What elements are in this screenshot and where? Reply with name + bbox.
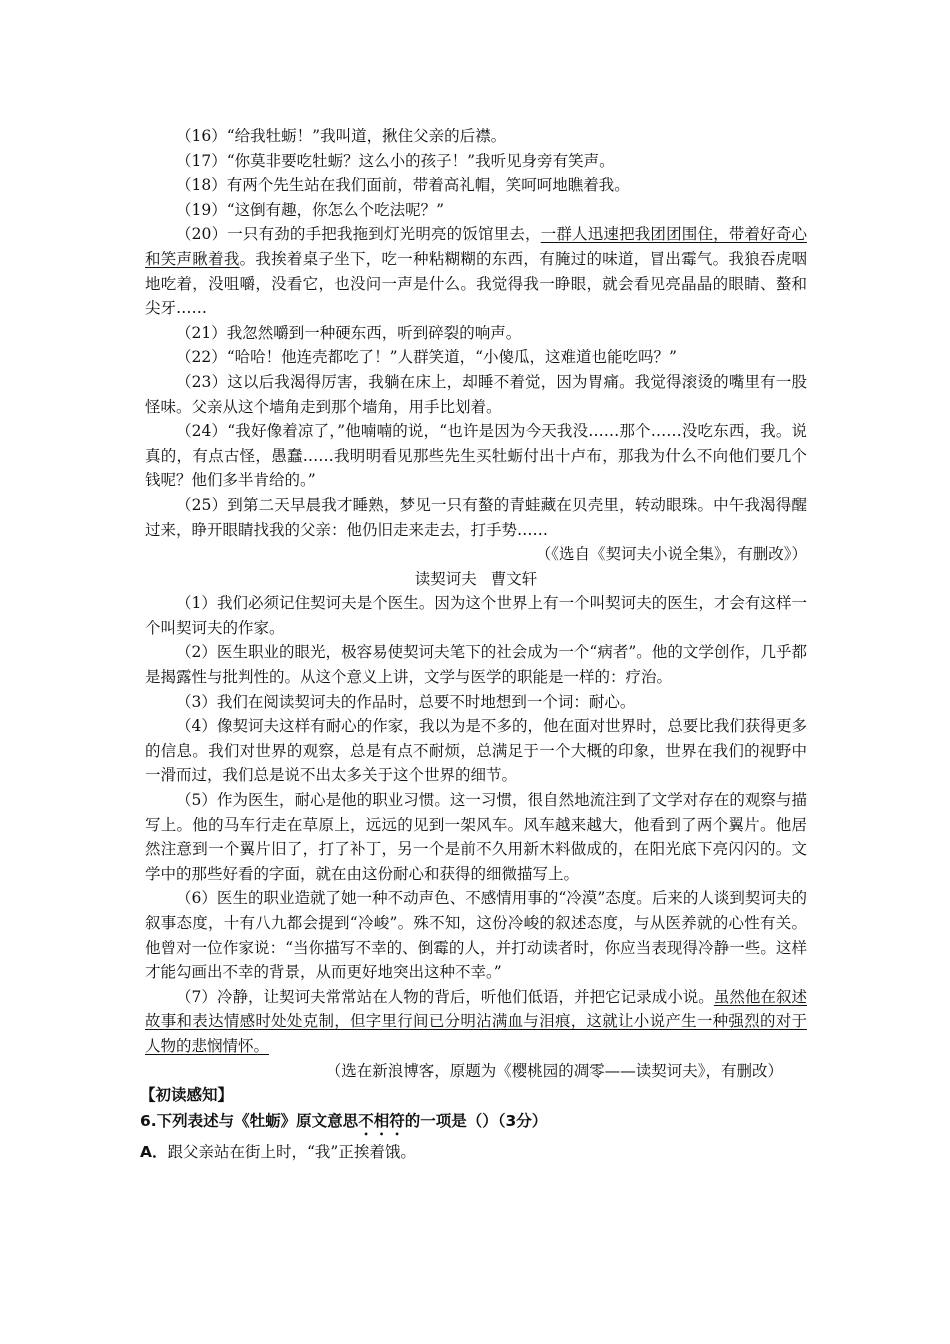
story-paragraph-23: （23）这以后我渴得厉害，我躺在床上，却睡不着觉，因为胃痛。我觉得滚烫的嘴里有一股怪味。父亲从这个墙角走到那个墙角，用手比划着。 [145, 372, 807, 416]
underlined-sentence: 一群人迅速把我团团围住，带着好奇心和笑声瞅着我 [145, 225, 807, 268]
questions [140, 1083, 807, 1165]
essay-title: 读契诃夫 [414, 569, 477, 588]
story-paragraph-18: （18）有两个先生站在我们面前，带着高礼帽，笑呵呵地瞧着我。 [176, 176, 630, 195]
essay-paragraph-4: （4）像契诃夫这样有耐心的作家，我以为是不多的，他在面对世界时，总要比我们获得更多的信息。我们对世界的观察，总是有点不耐烦，总满足于一个大概的印象，世界在我们的视野中一滑而过，我们总是说不出太多关于这个世界的细节。 [145, 717, 807, 785]
story-paragraph-22: （22）“哈哈！他连壳都吃了！”人群笑道，“小傻瓜，这难道也能吃吗？” [176, 348, 677, 367]
story-paragraph-25: （25）到第二天早晨我才睡熟，梦见一只有螯的青蛙藏在贝壳里，转动眼珠。中午我渴得醒过来，睁开眼睛找我的父亲：他仍旧走来走去，打手势…… [145, 495, 807, 539]
essay-paragraph-3: （3）我们在阅读契诃夫的作品时，总要不时地想到一个词：耐心。 [176, 692, 636, 711]
essay-paragraph-2: （2）医生职业的眼光，极容易使契诃夫笔下的社会成为一个“病者”。他的文学创作，几乎都是揭露性与批判性的。从这个意义上讲，文学与医学的职能是一样的：疗治。 [145, 643, 807, 687]
essay-title-line [145, 567, 807, 592]
story-paragraph-24: （24）“我好像着凉了，”他喃喃的说，“也许是因为今天我没……那个……没吃东西，我。说真的，有点古怪，愚蠢……我明明看见那些先生买牡蛎付出十卢布，那我为什么不向他们要几个钱呢？他们多半肯给的。” [145, 422, 807, 490]
story-paragraph-20 [145, 222, 807, 320]
option-label: A． [140, 1142, 168, 1161]
story-paragraph-21: （21）我忽然嚼到一种硬东西，听到碎裂的响声。 [176, 323, 522, 342]
document-page [140, 124, 807, 1165]
section-heading: 【初读感知】 [140, 1085, 234, 1105]
paragraph-text: （7）冷静，让契诃夫常常站在人物的背后，听他们低语，并把它记录成小说。 [176, 987, 714, 1006]
paragraph-text: 。我挨着桌子坐下，吃一种粘糊糊的东西，有腌过的味道，冒出霉气。我狼吞虎咽地吃着，没咀嚼，没看它，也没问一声是什么。我觉得我一睁眼，就会看见亮晶晶的眼睛、螯和尖牙…… [145, 249, 807, 318]
essay-paragraph-6: （6）医生的职业造就了她一种不动声色、不感情用事的“冷漠”态度。后来的人谈到契诃夫的叙事态度，十有八九都会提到“冷峻”。殊不知，这份冷峻的叙述态度，与从医养就的心性有关。他曾对一位作家说：“当你描写不幸的、倒霉的人，并打动读者时，你应当表现得冷静一些。这样才能勾画出不幸的背景，从而更好地突出这种不幸。” [145, 889, 807, 982]
story-paragraph-19: （19）“这倒有趣，你怎么个吃法呢？” [176, 200, 445, 219]
essay [145, 567, 807, 1083]
question-text: 6.下列表述与《牡蛎》原文意思 [140, 1111, 359, 1130]
paragraph-text: （20）一只有劲的手把我拖到灯光明亮的饭馆里去， [176, 225, 541, 244]
essay-author: 曹文轩 [490, 569, 538, 588]
essay-source-note: （选在新浪博客，原题为《樱桃园的凋零——读契诃夫》，有删改） [325, 1061, 783, 1080]
story-paragraph-16: （16）“给我牡蛎！”我叫道，揪住父亲的后襟。 [176, 127, 507, 145]
question-text: 的一项是（）（3分） [404, 1111, 548, 1130]
question-6 [140, 1108, 807, 1139]
story-source-note: （《选自《契诃夫小说全集》，有删改》） [535, 545, 807, 564]
option-text: 跟父亲站在街上时，“我”正挨着饿。 [167, 1142, 416, 1161]
essay-paragraph-5: （5）作为医生，耐心是他的职业习惯。这一习惯，很自然地流注到了文学对存在的观察与描写上。他的马车行走在草原上，远远的见到一架风车。风车越来越大，他看到了两个翼片。他居然注意到一个翼片旧了，打了补丁，另一个是前不久用新木料做成的，在阳光底下亮闪闪的。文学中的那些好看的字面，就在由这份耐心和获得的细微描写上。 [145, 791, 807, 883]
story-paragraph-17: （17）“你莫非要吃牡蛎？这么小的孩子！”我听见身旁有笑声。 [176, 151, 615, 170]
story-excerpt [145, 124, 807, 567]
essay-paragraph-1: （1）我们必须记住契诃夫是个医生。因为这个世界上有一个叫契诃夫的医生，才会有这样一个叫契诃夫的作家。 [145, 594, 807, 637]
option-a [140, 1139, 807, 1165]
essay-paragraph-7 [145, 985, 807, 1059]
underlined-sentence: 虽然他在叙述故事和表达情感时处处克制，但字里行间已分明沾满血与泪痕，这就让小说产生一种强烈的对于人物的悲悯情怀。 [145, 987, 807, 1055]
emphasized-text: 不相符 [358, 1111, 405, 1130]
